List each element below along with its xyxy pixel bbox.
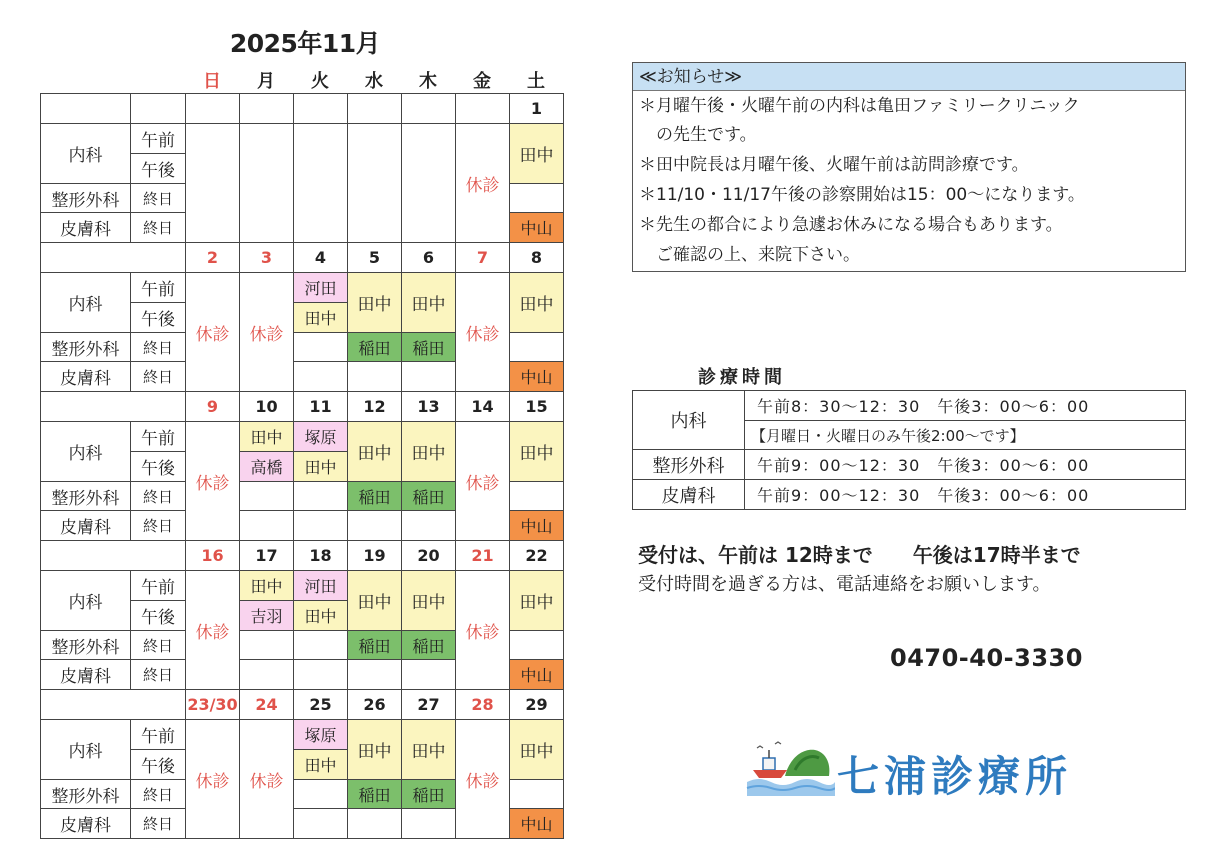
naika-doctor-cell: 田中 — [509, 421, 564, 482]
naika-am-doctor-cell: 田中 — [239, 570, 294, 601]
date-cell — [239, 93, 294, 124]
seikei-doctor-cell: 稲田 — [401, 630, 456, 660]
naika-doctor-cell: 田中 — [401, 570, 456, 631]
hifu-doctor-cell: 中山 — [509, 510, 564, 541]
date-cell — [293, 93, 348, 124]
hours-time-seikei: 午前9：00〜12：30 午後3：00〜6：00 — [744, 449, 1186, 480]
session-allday-label: 終日 — [130, 332, 186, 362]
seikei-doctor-cell: 稲田 — [401, 332, 456, 362]
header-blank — [40, 242, 186, 273]
hifu-empty-cell — [401, 510, 456, 541]
notice-heading: ≪お知らせ≫ — [633, 63, 1185, 91]
seikei-empty-cell — [293, 481, 348, 511]
closed-cell: 休診 — [455, 719, 510, 839]
hifu-empty-cell — [401, 659, 456, 690]
naika-am-doctor-cell: 塚原 — [293, 719, 348, 750]
naika-am-doctor-cell: 田中 — [239, 421, 294, 452]
phone-number: 0470-40-3330 — [890, 644, 1083, 672]
date-cell: 5 — [347, 242, 402, 273]
header-blank — [40, 540, 186, 571]
naika-pm-doctor-cell: 田中 — [293, 600, 348, 631]
hifu-empty-cell — [239, 659, 294, 690]
dept-seikei-label: 整形外科 — [40, 779, 131, 809]
notice-line: ＊先生の都合により急遽お休みになる場合もあります。 — [639, 215, 1063, 235]
date-cell: 8 — [509, 242, 564, 273]
session-am-label: 午前 — [130, 719, 186, 750]
boat-island-icon — [745, 740, 835, 802]
date-cell: 27 — [401, 689, 456, 720]
seikei-doctor-cell: 稲田 — [401, 779, 456, 809]
weekday-thu: 木 — [419, 71, 437, 92]
date-cell: 22 — [509, 540, 564, 571]
hours-time-hifu: 午前9：00〜12：30 午後3：00〜6：00 — [744, 479, 1186, 510]
notice-line: の先生です。 — [639, 125, 757, 145]
dept-hifu-label: 皮膚科 — [40, 510, 131, 541]
day-blank — [239, 123, 294, 243]
hours-dept-naika: 内科 — [632, 390, 745, 450]
date-cell: 4 — [293, 242, 348, 273]
date-cell: 16 — [185, 540, 240, 571]
clinic-logo — [745, 740, 1105, 802]
date-cell: 9 — [185, 391, 240, 422]
seikei-empty-cell — [293, 779, 348, 809]
calendar-title: 2025年11月 — [229, 29, 381, 58]
monthly-schedule-table — [40, 93, 563, 838]
naika-doctor-cell: 田中 — [347, 272, 402, 333]
hours-dept-hifu: 皮膚科 — [632, 479, 745, 510]
date-cell: 26 — [347, 689, 402, 720]
reception-note: 受付時間を過ぎる方は、電話連絡をお願いします。 — [638, 574, 1051, 595]
dept-naika-label: 内科 — [40, 719, 131, 780]
hifu-empty-cell — [401, 361, 456, 392]
dept-naika-label: 内科 — [40, 570, 131, 631]
naika-pm-doctor-cell: 田中 — [293, 451, 348, 482]
hifu-empty-cell — [239, 510, 294, 541]
closed-cell: 休診 — [185, 272, 240, 392]
clinic-name-logo: 七浦診療所 — [837, 752, 1073, 801]
session-allday-label: 終日 — [130, 212, 186, 243]
date-cell: 6 — [401, 242, 456, 273]
day-blank — [401, 123, 456, 243]
naika-doctor-cell: 田中 — [509, 272, 564, 333]
weekday-wed: 水 — [365, 71, 383, 92]
date-cell: 10 — [239, 391, 294, 422]
naika-doctor-cell: 田中 — [347, 421, 402, 482]
naika-doctor-cell: 田中 — [509, 570, 564, 631]
closed-cell: 休診 — [455, 123, 510, 243]
session-am-label: 午前 — [130, 123, 186, 154]
session-allday-label: 終日 — [130, 510, 186, 541]
closed-cell: 休診 — [185, 421, 240, 541]
seikei-empty-cell — [239, 630, 294, 660]
date-cell — [401, 93, 456, 124]
naika-am-doctor-cell: 河田 — [293, 570, 348, 601]
date-cell: 20 — [401, 540, 456, 571]
hifu-doctor-cell: 中山 — [509, 808, 564, 839]
hifu-empty-cell — [347, 510, 402, 541]
session-am-label: 午前 — [130, 570, 186, 601]
weekday-sun: 日 — [203, 71, 221, 92]
dept-hifu-label: 皮膚科 — [40, 212, 131, 243]
seikei-empty-cell — [509, 332, 564, 362]
header-blank — [40, 391, 186, 422]
day-blank — [293, 123, 348, 243]
session-pm-label: 午後 — [130, 451, 186, 482]
date-cell: 3 — [239, 242, 294, 273]
session-allday-label: 終日 — [130, 779, 186, 809]
naika-doctor-cell: 田中 — [401, 272, 456, 333]
session-allday-label: 終日 — [130, 361, 186, 392]
hours-title: 診療時間 — [698, 367, 786, 388]
closed-cell: 休診 — [239, 719, 294, 839]
dept-hifu-label: 皮膚科 — [40, 808, 131, 839]
date-cell: 18 — [293, 540, 348, 571]
closed-cell: 休診 — [455, 421, 510, 541]
naika-doctor-cell: 田中 — [347, 570, 402, 631]
seikei-empty-cell — [509, 183, 564, 213]
dept-seikei-label: 整形外科 — [40, 332, 131, 362]
seikei-doctor-cell: 稲田 — [347, 779, 402, 809]
header-blank — [40, 689, 186, 720]
naika-doctor-cell: 田中 — [509, 123, 564, 184]
session-pm-label: 午後 — [130, 749, 186, 780]
hifu-empty-cell — [347, 808, 402, 839]
header-blank — [130, 93, 186, 124]
seikei-empty-cell — [509, 481, 564, 511]
naika-doctor-cell: 田中 — [509, 719, 564, 780]
naika-pm-doctor-cell: 高橋 — [239, 451, 294, 482]
closed-cell: 休診 — [239, 272, 294, 392]
hifu-doctor-cell: 中山 — [509, 361, 564, 392]
session-am-label: 午前 — [130, 272, 186, 303]
hifu-empty-cell — [401, 808, 456, 839]
dept-seikei-label: 整形外科 — [40, 630, 131, 660]
closed-cell: 休診 — [455, 272, 510, 392]
dept-seikei-label: 整形外科 — [40, 481, 131, 511]
weekday-mon: 月 — [257, 71, 275, 92]
notice-box — [632, 62, 1186, 272]
session-allday-label: 終日 — [130, 481, 186, 511]
date-cell: 1 — [509, 93, 564, 124]
hifu-empty-cell — [293, 361, 348, 392]
notice-line: ＊月曜午後・火曜午前の内科は亀田ファミリークリニック — [639, 96, 1080, 116]
date-cell — [347, 93, 402, 124]
notice-line: ご確認の上、来院下さい。 — [639, 245, 860, 265]
weekday-fri: 金 — [473, 71, 491, 92]
date-cell — [455, 93, 510, 124]
weekday-sat: 土 — [527, 71, 545, 92]
seikei-doctor-cell: 稲田 — [347, 481, 402, 511]
naika-am-doctor-cell: 河田 — [293, 272, 348, 303]
seikei-empty-cell — [509, 779, 564, 809]
date-cell: 28 — [455, 689, 510, 720]
date-cell: 12 — [347, 391, 402, 422]
hifu-empty-cell — [293, 808, 348, 839]
date-cell: 25 — [293, 689, 348, 720]
naika-pm-doctor-cell: 田中 — [293, 749, 348, 780]
date-cell: 23/30 — [185, 689, 240, 720]
naika-am-doctor-cell: 塚原 — [293, 421, 348, 452]
hifu-doctor-cell: 中山 — [509, 212, 564, 243]
reception-hours: 受付は、午前は 12時まで 午後は17時半まで — [638, 543, 1081, 567]
hours-time-naika: 午前8：30〜12：30 午後3：00〜6：00 — [744, 390, 1186, 421]
date-cell: 29 — [509, 689, 564, 720]
date-cell: 14 — [455, 391, 510, 422]
date-cell: 13 — [401, 391, 456, 422]
naika-doctor-cell: 田中 — [401, 719, 456, 780]
session-allday-label: 終日 — [130, 659, 186, 690]
date-cell: 21 — [455, 540, 510, 571]
seikei-empty-cell — [509, 630, 564, 660]
notice-line: ＊田中院長は月曜午後、火曜午前は訪問診療です。 — [639, 155, 1029, 175]
weekday-header — [185, 67, 563, 93]
session-am-label: 午前 — [130, 421, 186, 452]
hifu-empty-cell — [347, 361, 402, 392]
seikei-empty-cell — [293, 332, 348, 362]
dept-seikei-label: 整形外科 — [40, 183, 131, 213]
seikei-doctor-cell: 稲田 — [401, 481, 456, 511]
dept-naika-label: 内科 — [40, 421, 131, 482]
session-pm-label: 午後 — [130, 302, 186, 333]
hifu-empty-cell — [293, 510, 348, 541]
notice-line: ＊11/10・11/17午後の診察開始は15：00〜になります。 — [639, 185, 1085, 205]
session-allday-label: 終日 — [130, 808, 186, 839]
date-cell: 15 — [509, 391, 564, 422]
dept-hifu-label: 皮膚科 — [40, 361, 131, 392]
hifu-empty-cell — [347, 659, 402, 690]
date-cell: 2 — [185, 242, 240, 273]
day-blank — [185, 123, 240, 243]
closed-cell: 休診 — [185, 570, 240, 690]
seikei-doctor-cell: 稲田 — [347, 332, 402, 362]
session-allday-label: 終日 — [130, 630, 186, 660]
date-cell: 19 — [347, 540, 402, 571]
date-cell: 11 — [293, 391, 348, 422]
day-blank — [347, 123, 402, 243]
date-cell: 7 — [455, 242, 510, 273]
dept-hifu-label: 皮膚科 — [40, 659, 131, 690]
date-cell: 24 — [239, 689, 294, 720]
weekday-tue: 火 — [311, 71, 329, 92]
hours-dept-seikei: 整形外科 — [632, 449, 745, 480]
seikei-empty-cell — [293, 630, 348, 660]
dept-naika-label: 内科 — [40, 272, 131, 333]
hifu-doctor-cell: 中山 — [509, 659, 564, 690]
dept-naika-label: 内科 — [40, 123, 131, 184]
closed-cell: 休診 — [455, 570, 510, 690]
hifu-empty-cell — [293, 659, 348, 690]
naika-doctor-cell: 田中 — [347, 719, 402, 780]
date-cell — [185, 93, 240, 124]
closed-cell: 休診 — [185, 719, 240, 839]
session-pm-label: 午後 — [130, 153, 186, 184]
date-cell: 17 — [239, 540, 294, 571]
hours-note-naika: 【月曜日・火曜日のみ午後2:00〜です】 — [744, 420, 1186, 450]
naika-doctor-cell: 田中 — [401, 421, 456, 482]
hours-table — [632, 390, 1186, 511]
seikei-empty-cell — [239, 481, 294, 511]
session-pm-label: 午後 — [130, 600, 186, 631]
naika-pm-doctor-cell: 吉羽 — [239, 600, 294, 631]
naika-pm-doctor-cell: 田中 — [293, 302, 348, 333]
session-allday-label: 終日 — [130, 183, 186, 213]
seikei-doctor-cell: 稲田 — [347, 630, 402, 660]
header-blank — [40, 93, 131, 124]
